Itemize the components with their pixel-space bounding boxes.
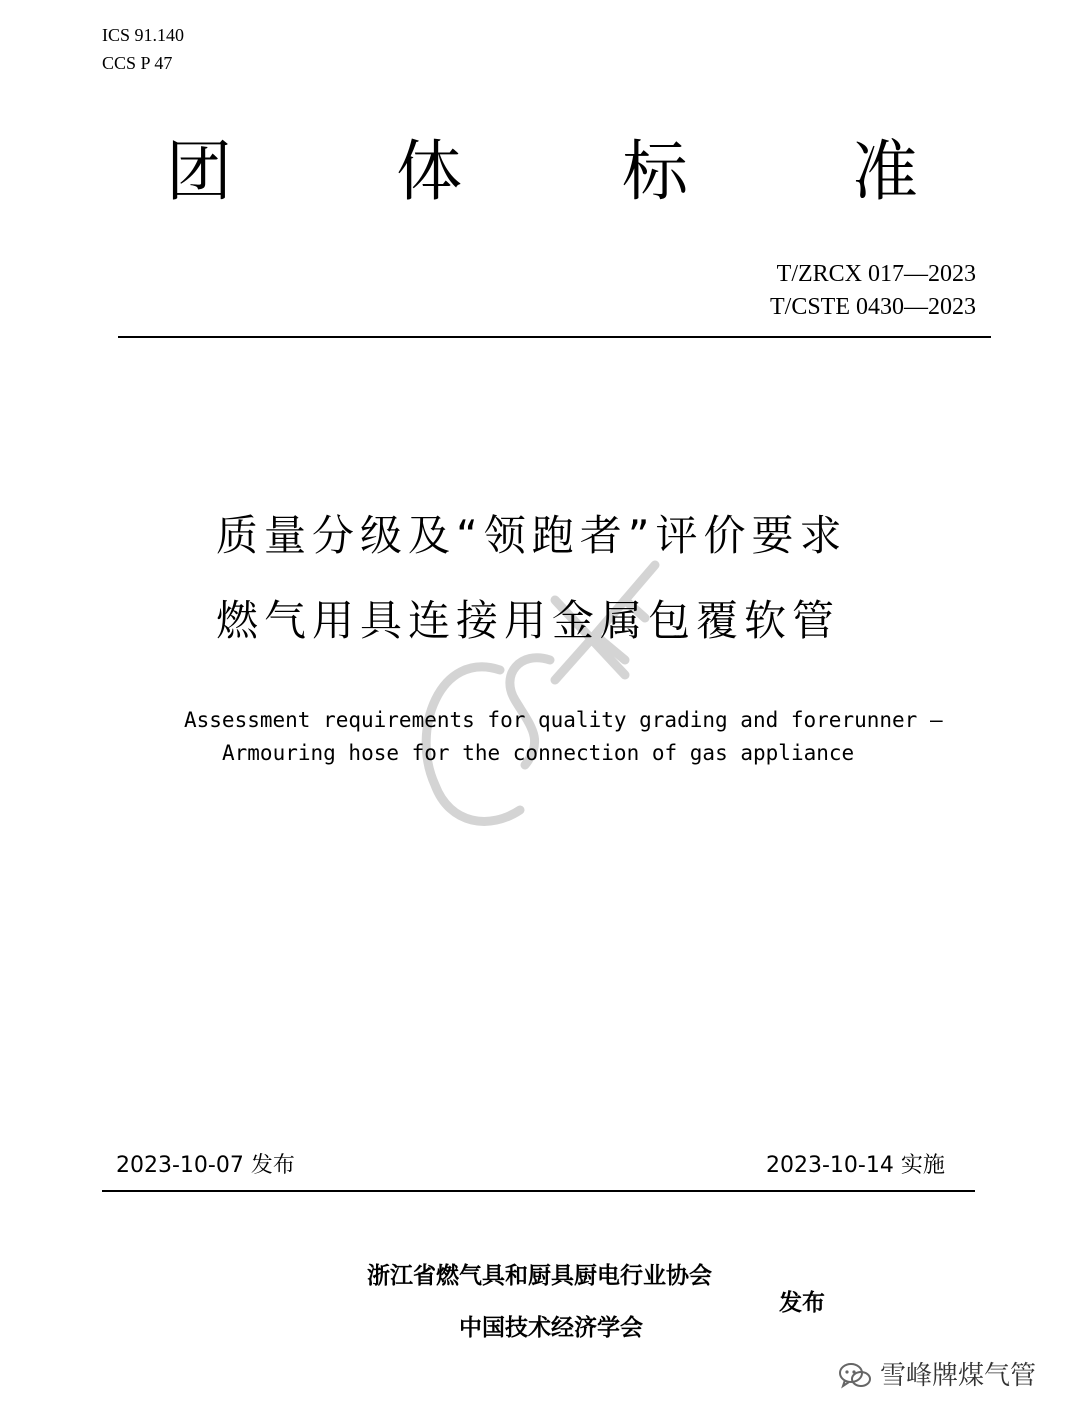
bottom-divider	[102, 1190, 975, 1192]
ics-code: ICS 91.140	[102, 25, 185, 45]
standard-code-zrcx: T/ZRCX 017—2023	[776, 261, 976, 287]
publish-date: 2023-10-07 发布	[116, 1153, 295, 1178]
top-divider	[118, 336, 991, 338]
wechat-icon	[838, 1361, 872, 1391]
ccs-code: CCS P 47	[102, 53, 173, 73]
heading-char-3: 标	[622, 133, 688, 210]
implement-date: 2023-10-14 实施	[766, 1153, 945, 1178]
heading-char-1: 团	[166, 133, 232, 210]
issued-label: 发布	[779, 1290, 825, 1316]
heading-char-4: 准	[852, 133, 918, 210]
title-en-line-2: Armouring hose for the connection of gas appliance	[222, 741, 855, 765]
title-zh-line-2: 燃气用具连接用金属包覆软管	[216, 596, 841, 645]
heading-char-2: 体	[396, 133, 462, 210]
title-zh-line-1: 质量分级及“领跑者”评价要求	[216, 511, 848, 560]
wechat-attribution	[838, 1360, 1036, 1392]
title-en-line-1: Assessment requirements for quality grading and forerunner —	[184, 708, 943, 732]
wechat-account-name: 雪峰牌煤气管	[880, 1361, 1037, 1391]
issuer-cste: 中国技术经济学会	[459, 1315, 643, 1341]
standard-code-cste: T/CSTE 0430—2023	[769, 294, 976, 320]
issuer-zhejiang-association: 浙江省燃气具和厨具厨电行业协会	[367, 1263, 712, 1289]
cste-watermark	[380, 540, 700, 840]
